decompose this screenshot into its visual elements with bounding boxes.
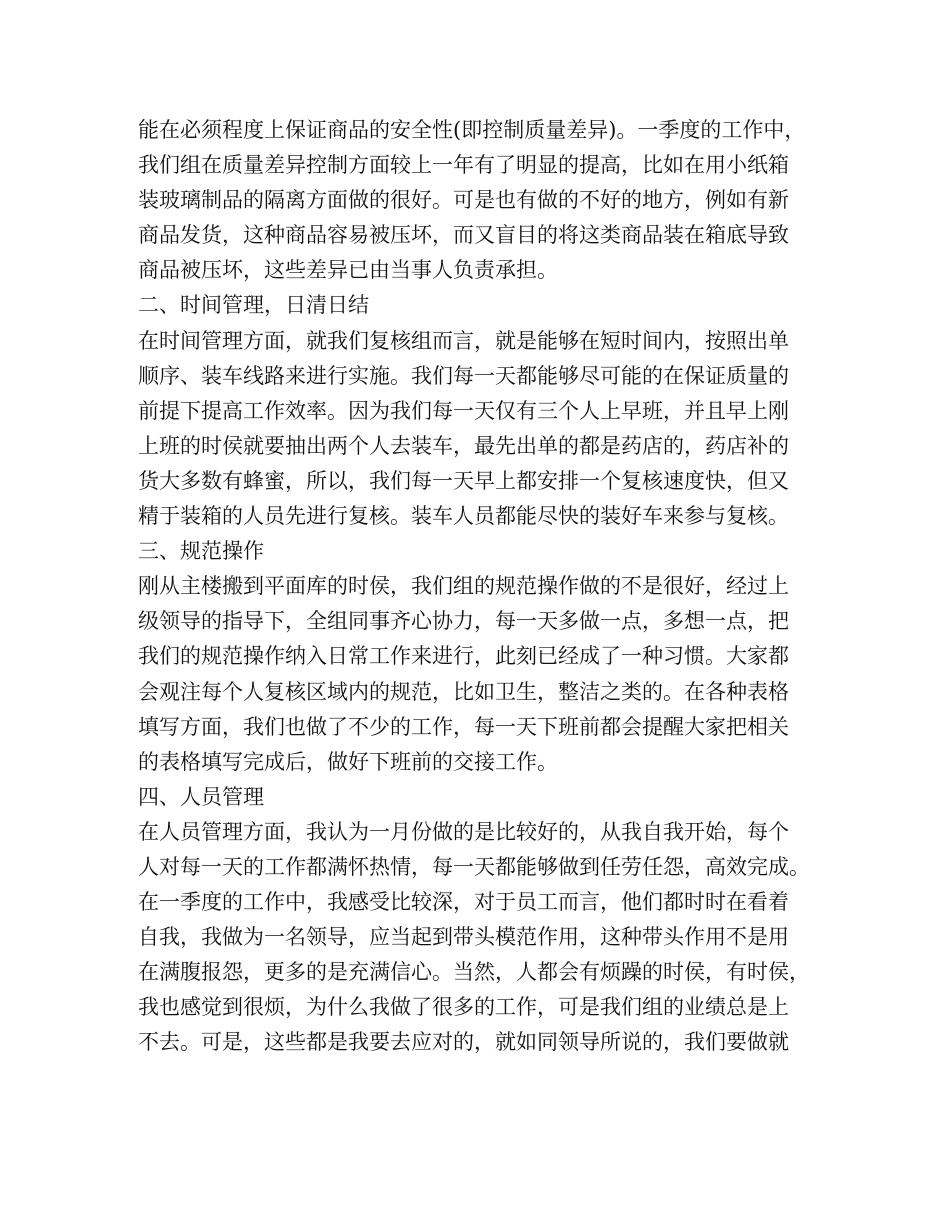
document-body xyxy=(138,113,828,1061)
paragraph-line: 前提下提高工作效率。因为我们每一天仅有三个人上早班，并且早上刚 xyxy=(138,398,789,423)
paragraph-line: 我们的规范操作纳入日常工作来进行，此刻已经成了一种习惯。大家都 xyxy=(138,644,789,669)
paragraph-line: 我们组在质量差异控制方面较上一年有了明显的提高，比如在用小纸箱 xyxy=(138,153,789,178)
paragraph-line: 在满腹报怨，更多的是充满信心。当然，人都会有烦躁的时侯，有时侯， xyxy=(138,960,810,985)
paragraph-line: 级领导的指导下，全组同事齐心协力，每一天多做一点，多想一点，把 xyxy=(138,609,789,634)
paragraph-line: 货大多数有蜂蜜，所以，我们每一天早上都安排一个复核速度快，但又 xyxy=(138,468,789,493)
paragraph-line: 我也感觉到很烦，为什么我做了很多的工作，可是我们组的业绩总是上 xyxy=(138,995,789,1020)
paragraph-line: 填写方面，我们也做了不少的工作，每一天下班前都会提醒大家把相关 xyxy=(138,714,789,739)
paragraph-line: 人对每一天的工作都满怀热情，每一天都能够做到任劳任怨，高效完成。 xyxy=(138,854,810,879)
paragraph-line: 的表格填写完成后，做好下班前的交接工作。 xyxy=(138,749,558,774)
section-heading: 三、规范操作 xyxy=(138,539,264,564)
paragraph-line: 刚从主楼搬到平面库的时侯，我们组的规范操作做的不是很好，经过上 xyxy=(138,574,789,599)
paragraph-line: 上班的时侯就要抽出两个人去装车，最先出单的都是药店的，药店补的 xyxy=(138,433,789,458)
paragraph-line: 装玻璃制品的隔离方面做的很好。可是也有做的不好的地方，例如有新 xyxy=(138,188,789,213)
paragraph-line: 在人员管理方面，我认为一月份做的是比较好的，从我自我开始，每个 xyxy=(138,819,789,844)
paragraph-line: 顺序、装车线路来进行实施。我们每一天都能够尽可能的在保证质量的 xyxy=(138,363,789,388)
paragraph-line: 会观注每个人复核区域内的规范，比如卫生，整洁之类的。在各种表格 xyxy=(138,679,789,704)
paragraph-line: 商品被压坏，这些差异已由当事人负责承担。 xyxy=(138,258,558,283)
paragraph-line: 商品发货，这种商品容易被压坏，而又盲目的将这类商品装在箱底导致 xyxy=(138,223,789,248)
paragraph-line: 在一季度的工作中，我感受比较深，对于员工而言，他们都时时在看着 xyxy=(138,890,789,915)
paragraph-line: 精于装箱的人员先进行复核。装车人员都能尽快的装好车来参与复核。 xyxy=(138,504,789,529)
section-heading: 二、时间管理，日清日结 xyxy=(138,293,369,318)
section-heading: 四、人员管理 xyxy=(138,784,264,809)
paragraph-line: 自我，我做为一名领导，应当起到带头模范作用，这种带头作用不是用 xyxy=(138,925,789,950)
paragraph-line: 能在必须程度上保证商品的安全性(即控制质量差异)。一季度的工作中， xyxy=(138,118,806,142)
paragraph-line: 不去。可是，这些都是我要去应对的，就如同领导所说的，我们要做就 xyxy=(138,1030,789,1055)
paragraph-line: 在时间管理方面，就我们复核组而言，就是能够在短时间内，按照出单 xyxy=(138,328,789,353)
